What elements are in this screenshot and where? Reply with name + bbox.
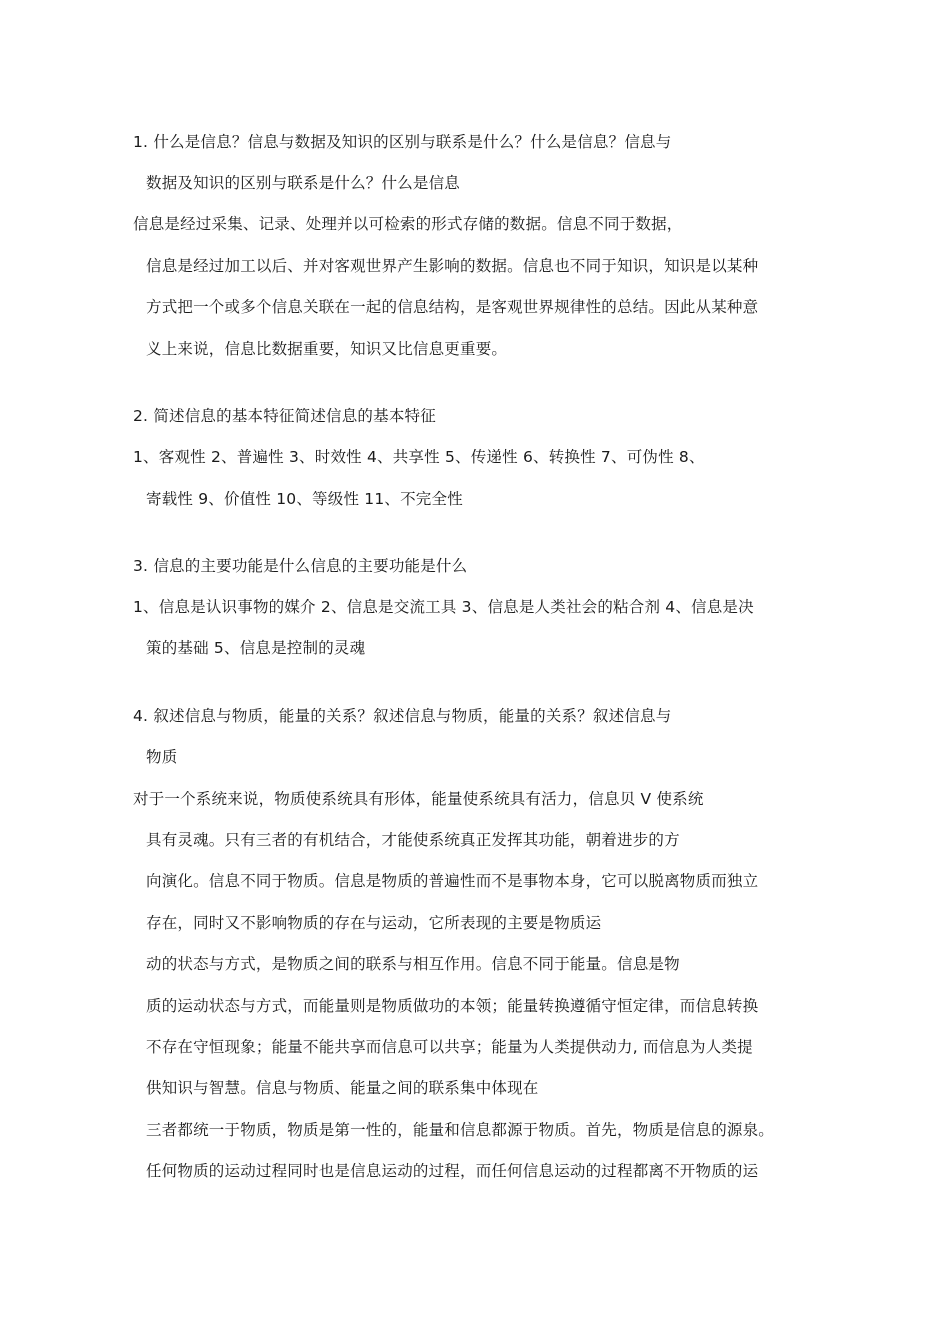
answer-1-line-1: 信息是经过采集、记录、处理并以可检索的形式存储的数据。信息不同于数据，	[133, 215, 683, 233]
answer-4-line-10: 任何物质的运动过程同时也是信息运动的过程，而任何信息运动的过程都离不开物质的运	[146, 1162, 759, 1180]
answer-4-line-6: 质的运动状态与方式，而能量则是物质做功的本领；能量转换遵循守恒定律，而信息转换	[146, 997, 759, 1015]
answer-3-line-1: 1、信息是认识事物的媒介 2、信息是交流工具 3、信息是人类社会的粘合剂 4、信息是决	[133, 598, 754, 616]
answer-4-line-2: 具有灵魂。只有三者的有机结合，才能使系统真正发挥其功能，朝着进步的方	[146, 831, 680, 849]
answer-4-line-4: 存在，同时又不影响物质的存在与运动，它所表现的主要是物质运	[146, 914, 602, 932]
answer-4-line-8: 供知识与智慧。信息与物质、能量之间的联系集中体现在	[146, 1079, 539, 1097]
question-1-title-cont: 数据及知识的区别与联系是什么？什么是信息	[146, 174, 461, 192]
question-4-title: 4. 叙述信息与物质，能量的关系？叙述信息与物质，能量的关系？叙述信息与	[133, 707, 672, 725]
answer-4-line-5: 动的状态与方式，是物质之间的联系与相互作用。信息不同于能量。信息是物	[146, 955, 680, 973]
question-3-title: 3. 信息的主要功能是什么信息的主要功能是什么	[133, 557, 468, 575]
question-2-title: 2. 简述信息的基本特征简述信息的基本特征	[133, 407, 436, 425]
answer-3-line-2: 策的基础 5、信息是控制的灵魂	[146, 639, 366, 657]
answer-4-line-3: 向演化。信息不同于物质。信息是物质的普遍性而不是事物本身，它可以脱离物质而独立	[146, 872, 759, 890]
answer-4-line-9: 三者都统一于物质，物质是第一性的，能量和信息都源于物质。首先，物质是信息的源泉。	[146, 1121, 775, 1139]
answer-2-line-2: 寄载性 9、价值性 10、等级性 11、不完全性	[146, 490, 463, 508]
question-4-title-cont: 物质	[146, 748, 178, 766]
answer-4-line-1: 对于一个系统来说，物质使系统具有形体，能量使系统具有活力，信息贝 V 使系统	[133, 790, 704, 808]
answer-1-line-4: 义上来说，信息比数据重要，知识又比信息更重要。	[146, 340, 508, 358]
answer-1-line-2: 信息是经过加工以后、并对客观世界产生影响的数据。信息也不同于知识，知识是以某种	[146, 257, 759, 275]
answer-1-line-3: 方式把一个或多个信息关联在一起的信息结构，是客观世界规律性的总结。因此从某种意	[146, 298, 759, 316]
answer-4-line-7: 不存在守恒现象；能量不能共享而信息可以共享；能量为人类提供动力, 而信息为人类提	[146, 1038, 753, 1056]
answer-2-line-1: 1、客观性 2、普遍性 3、时效性 4、共享性 5、传递性 6、转换性 7、可伪性 8、	[133, 448, 705, 466]
question-1-title: 1. 什么是信息？信息与数据及知识的区别与联系是什么？什么是信息？信息与	[133, 133, 672, 151]
